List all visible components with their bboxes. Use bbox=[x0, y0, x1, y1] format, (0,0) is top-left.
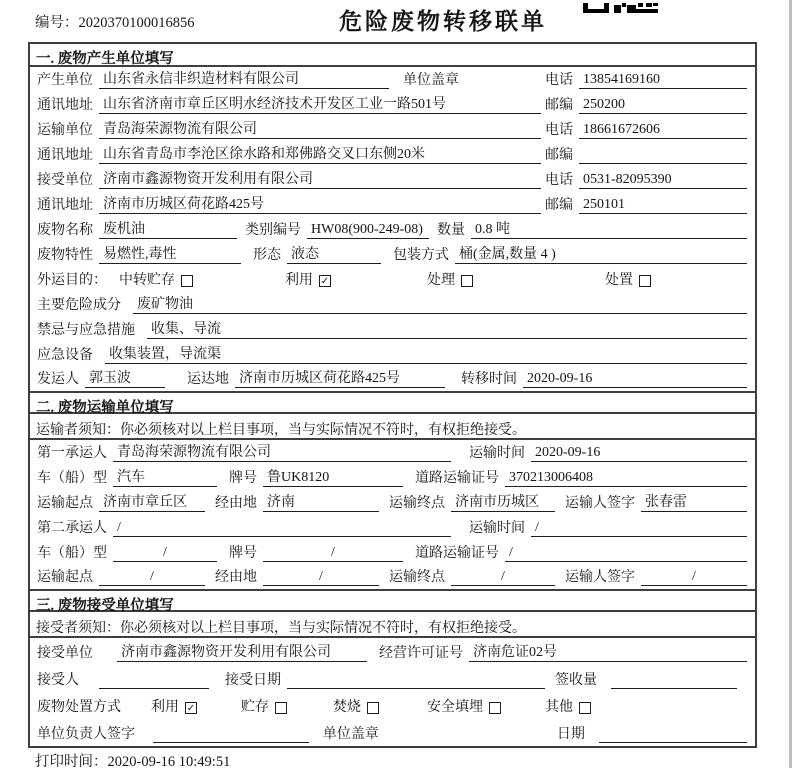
producer-phone-value: 13854169160 bbox=[579, 72, 747, 89]
waste-trait-row bbox=[30, 242, 755, 267]
serial-label: 编号： bbox=[35, 15, 79, 31]
waste-name-label: 废物名称 bbox=[37, 223, 93, 238]
via1-value: 济南 bbox=[263, 491, 379, 512]
disposal-landfill-checkbox-label: 安全填埋 bbox=[427, 700, 483, 715]
receiver-zip-label: 邮编 bbox=[545, 198, 573, 213]
plate1-value: 鲁UK8120 bbox=[263, 466, 403, 487]
vehicle2-value: / bbox=[113, 545, 217, 562]
terminus1-value: 济南市历城区 bbox=[451, 491, 555, 512]
receiver-phone-label: 电话 bbox=[545, 173, 573, 188]
qr-code-fragment bbox=[583, 0, 658, 18]
transporter-phone-value: 18661672606 bbox=[579, 122, 747, 139]
consignor-value: 郭玉波 bbox=[85, 367, 165, 388]
signed-amount-label: 签收量 bbox=[555, 673, 597, 688]
print-time-line bbox=[35, 750, 230, 768]
emergency-label: 禁忌与应急措施 bbox=[37, 323, 135, 338]
right-edge-divider bbox=[789, 0, 792, 768]
producer-row bbox=[30, 67, 755, 92]
permit-value: 济南危证02号 bbox=[469, 641, 747, 662]
receiver-seal-label: 单位盖章 bbox=[322, 727, 379, 742]
transfer-time-label: 转移时间 bbox=[461, 372, 517, 387]
hazard-row bbox=[30, 292, 755, 317]
carrier1-sign-value: 张春雷 bbox=[641, 491, 747, 512]
quantity-label: 数量 bbox=[437, 223, 465, 238]
transfer-time-value: 2020-09-16 bbox=[523, 371, 747, 388]
origin1-value: 济南市章丘区 bbox=[99, 491, 205, 512]
disposal-other-checkbox bbox=[579, 702, 591, 714]
carrier1-sign-label: 运输人签字 bbox=[565, 496, 635, 511]
hazard-value: 废矿物油 bbox=[133, 293, 747, 314]
terminus1-label: 运输终点 bbox=[389, 496, 445, 511]
transporter-label: 运输单位 bbox=[37, 123, 93, 138]
carrier2-value: / bbox=[113, 520, 451, 537]
transporter-notice: 运输者须知：你必须核对以上栏目事项，当与实际情况不符时，有权拒绝接受。 bbox=[30, 414, 755, 440]
consignor-label: 发运人 bbox=[37, 372, 79, 387]
carrier2-sign-label: 运输人签字 bbox=[565, 570, 635, 585]
origin2-value: / bbox=[99, 569, 205, 586]
producer-address-group bbox=[37, 93, 545, 114]
destination-label: 运达地 bbox=[187, 372, 229, 387]
trait-value: 易燃性,毒性 bbox=[99, 243, 241, 264]
manifest-form bbox=[28, 42, 757, 748]
purpose-row bbox=[30, 267, 755, 292]
producer-address-row bbox=[30, 92, 755, 117]
producer-address-label: 通讯地址 bbox=[37, 98, 93, 113]
signed-amount-value bbox=[611, 672, 737, 689]
section-1-heading: 一. 废物产生单位填写 bbox=[30, 44, 755, 67]
purpose-label: 外运目的： bbox=[37, 273, 107, 288]
consignor-row bbox=[30, 367, 755, 392]
emergency-value: 收集、导流 bbox=[147, 318, 747, 339]
receiver-address-value: 济南市历城区荷花路425号 bbox=[99, 193, 541, 214]
disposal-burn-checkbox bbox=[367, 702, 379, 714]
disposal-landfill-checkbox bbox=[489, 702, 501, 714]
responsible-sign-row bbox=[30, 719, 755, 746]
form-label: 形态 bbox=[253, 248, 281, 263]
transporter-address-label: 通讯地址 bbox=[37, 148, 93, 163]
vehicle1-label: 车（船）型 bbox=[37, 471, 107, 486]
carrier2-label: 第二承运人 bbox=[37, 521, 107, 536]
origin1-label: 运输起点 bbox=[37, 496, 93, 511]
transporter-row bbox=[30, 117, 755, 142]
responsible-sign-value bbox=[153, 726, 309, 743]
road-permit1-label: 道路运输证号 bbox=[415, 471, 499, 486]
trait-label: 废物特性 bbox=[37, 248, 93, 263]
carrier2-sign-value: / bbox=[641, 569, 747, 586]
form-value: 液态 bbox=[287, 243, 381, 264]
accept-unit-row bbox=[30, 638, 755, 665]
via2-value: / bbox=[263, 569, 379, 586]
vehicle2-row bbox=[30, 540, 755, 565]
terminus2-label: 运输终点 bbox=[389, 570, 445, 585]
transport-time1-value: 2020-09-16 bbox=[531, 445, 747, 462]
disposal-store-checkbox-label: 贮存 bbox=[241, 700, 269, 715]
receiver-group bbox=[37, 168, 545, 189]
quantity-value: 0.8 吨 bbox=[471, 218, 747, 239]
seal-date-value bbox=[599, 726, 747, 743]
equipment-label: 应急设备 bbox=[37, 348, 93, 363]
use-checkbox: ✓ bbox=[320, 276, 330, 287]
accept-person-value bbox=[99, 672, 209, 689]
serial-number: 2020370100016856 bbox=[78, 15, 195, 31]
plate2-label: 牌号 bbox=[229, 546, 257, 561]
carrier2-row bbox=[30, 515, 755, 540]
equipment-value: 收集装置，导流渠 bbox=[105, 343, 747, 364]
terminus2-value: / bbox=[451, 569, 555, 586]
receiver-address-label: 通讯地址 bbox=[37, 198, 93, 213]
permit-label: 经营许可证号 bbox=[379, 646, 463, 661]
producer-value: 山东省永信非织造材料有限公司 bbox=[99, 68, 389, 89]
responsible-sign-label: 单位负责人签字 bbox=[37, 727, 135, 742]
plate2-value: / bbox=[263, 545, 403, 562]
hazard-label: 主要危险成分 bbox=[37, 298, 121, 313]
receiver-row bbox=[30, 167, 755, 192]
transfer-storage-checkbox bbox=[181, 275, 193, 287]
producer-zip-value: 250200 bbox=[579, 97, 747, 114]
section-2-heading: 二. 废物运输单位填写 bbox=[30, 391, 755, 414]
print-time-value: 2020-09-16 10:49:51 bbox=[107, 754, 231, 768]
carrier1-label: 第一承运人 bbox=[37, 446, 107, 461]
transporter-address-group bbox=[37, 143, 545, 164]
disposal-use-checkbox-label: 利用 bbox=[151, 700, 179, 715]
disposal-use-checkbox: ✓ bbox=[186, 703, 196, 714]
page-title: 危险废物转移联单 bbox=[339, 9, 547, 34]
producer-address-value: 山东省济南市章丘区明水经济技术开发区工业一路501号 bbox=[99, 93, 541, 114]
transporter-zip-label: 邮编 bbox=[545, 148, 573, 163]
receiver-phone-value: 0531-82095390 bbox=[579, 172, 747, 189]
road-permit2-value: / bbox=[505, 545, 747, 562]
transporter-address-value: 山东省青岛市李沧区徐水路和郑佛路交叉口东侧20米 bbox=[99, 143, 541, 164]
transporter-zip-value bbox=[579, 147, 747, 164]
disposal-store-checkbox bbox=[275, 702, 287, 714]
receiver-address-group bbox=[37, 193, 545, 214]
receiver-zip-value: 250101 bbox=[579, 197, 747, 214]
unit-seal-label: 单位盖章 bbox=[403, 73, 459, 88]
vehicle1-row bbox=[30, 465, 755, 490]
transporter-value: 青岛海荣源物流有限公司 bbox=[99, 118, 541, 139]
road-permit1-value: 370213006408 bbox=[505, 470, 747, 487]
treat-checkbox-label: 处理 bbox=[427, 273, 455, 288]
transporter-phone-label: 电话 bbox=[545, 123, 573, 138]
accept-date-value bbox=[287, 672, 545, 689]
disposal-row bbox=[30, 692, 755, 719]
category-label: 类别编号 bbox=[245, 223, 301, 238]
producer-label: 产生单位 bbox=[37, 73, 93, 88]
producer-zip-label: 邮编 bbox=[545, 98, 573, 113]
plate1-label: 牌号 bbox=[229, 471, 257, 486]
via2-label: 经由地 bbox=[215, 570, 257, 585]
waste-name-value: 废机油 bbox=[99, 218, 237, 239]
transporter-group bbox=[37, 118, 545, 139]
dispose-checkbox bbox=[639, 275, 651, 287]
receiver-label: 接受单位 bbox=[37, 173, 93, 188]
accept-unit-value: 济南市鑫源物资开发利用有限公司 bbox=[117, 641, 367, 662]
packing-value: 桶(金属,数量 4 ) bbox=[455, 243, 747, 264]
accept-unit-label: 接受单位 bbox=[37, 646, 93, 661]
route1-row bbox=[30, 490, 755, 515]
transport-time2-value: / bbox=[531, 520, 747, 537]
vehicle2-label: 车（船）型 bbox=[37, 546, 107, 561]
disposal-burn-checkbox-label: 焚烧 bbox=[333, 700, 361, 715]
accept-person-row bbox=[30, 665, 755, 692]
vehicle1-value: 汽车 bbox=[113, 466, 217, 487]
transporter-address-row bbox=[30, 142, 755, 167]
use-checkbox-label: 利用 bbox=[285, 273, 313, 288]
via1-label: 经由地 bbox=[215, 496, 257, 511]
dispose-checkbox-label: 处置 bbox=[605, 273, 633, 288]
carrier1-row bbox=[30, 440, 755, 465]
seal-date-label: 日期 bbox=[556, 727, 585, 742]
equipment-row bbox=[30, 342, 755, 367]
carrier1-value: 青岛海荣源物流有限公司 bbox=[113, 441, 451, 462]
transport-time1-label: 运输时间 bbox=[469, 446, 525, 461]
transport-time2-label: 运输时间 bbox=[469, 521, 525, 536]
treat-checkbox bbox=[461, 275, 473, 287]
section-3-heading: 三. 废物接受单位填写 bbox=[30, 589, 755, 612]
accept-person-label: 接受人 bbox=[37, 673, 79, 688]
receiver-value: 济南市鑫源物资开发利用有限公司 bbox=[99, 168, 541, 189]
producer-left-group bbox=[37, 68, 545, 89]
emergency-row bbox=[30, 317, 755, 342]
transfer-storage-checkbox-label: 中转贮存 bbox=[119, 273, 175, 288]
road-permit2-label: 道路运输证号 bbox=[415, 546, 499, 561]
disposal-label: 废物处置方式 bbox=[37, 700, 121, 715]
packing-label: 包装方式 bbox=[393, 248, 449, 263]
origin2-label: 运输起点 bbox=[37, 570, 93, 585]
producer-phone-label: 电话 bbox=[545, 73, 573, 88]
route2-row bbox=[30, 565, 755, 590]
receiver-notice: 接受者须知：你必须核对以上栏目事项，当与实际情况不符时，有权拒绝接受。 bbox=[30, 612, 755, 638]
accept-date-label: 接受日期 bbox=[225, 673, 281, 688]
disposal-other-checkbox-label: 其他 bbox=[545, 700, 573, 715]
category-value: HW08(900-249-08) bbox=[307, 222, 429, 239]
destination-value: 济南市历城区荷花路425号 bbox=[235, 367, 445, 388]
waste-name-row bbox=[30, 217, 755, 242]
print-time-label: 打印时间： bbox=[35, 754, 108, 768]
receiver-address-row bbox=[30, 192, 755, 217]
